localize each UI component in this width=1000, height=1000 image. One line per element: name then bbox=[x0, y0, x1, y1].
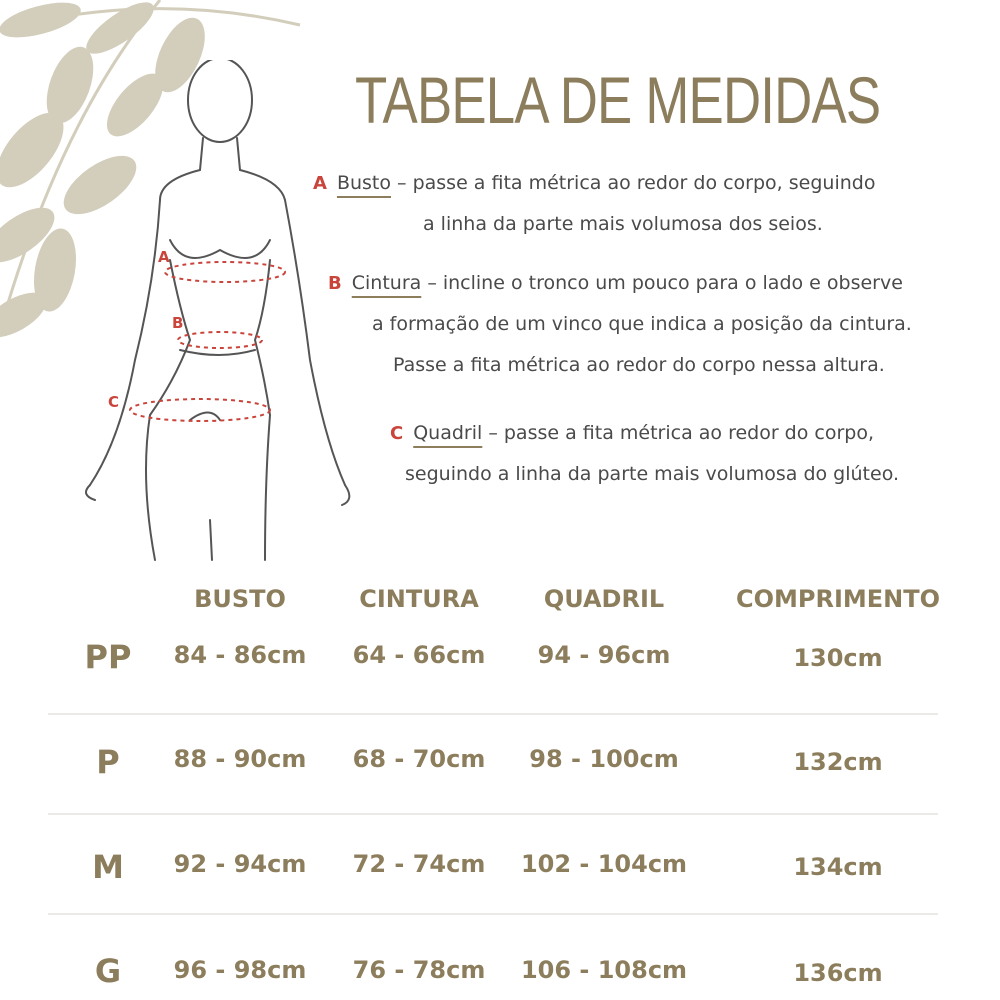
table-cell: 102 - 104cm bbox=[520, 850, 688, 878]
term-busto: Busto bbox=[336, 172, 391, 194]
description-text: a linha da parte mais volumosa dos seios. bbox=[423, 213, 823, 235]
page-title: TABELA DE MEDIDAS bbox=[355, 63, 881, 137]
table-cell: 64 - 66cm bbox=[352, 641, 486, 669]
column-header-comprimento: COMPRIMENTO bbox=[735, 585, 941, 613]
table-cell: 72 - 74cm bbox=[352, 850, 486, 878]
table-cell: 106 - 108cm bbox=[520, 956, 688, 984]
figure-label-a: A bbox=[158, 248, 170, 266]
marker-c: C bbox=[390, 423, 404, 444]
description-text: – passe a fita métrica ao redor do corpo, bbox=[482, 422, 875, 444]
size-label: M bbox=[92, 848, 124, 886]
column-header-busto: BUSTO bbox=[194, 585, 286, 613]
row-divider bbox=[48, 913, 938, 915]
size-label: P bbox=[96, 743, 120, 781]
size-label: G bbox=[94, 952, 122, 990]
row-divider bbox=[48, 713, 938, 715]
marker-b: B bbox=[328, 273, 342, 294]
size-label: PP bbox=[84, 638, 132, 676]
description-text: – incline o tronco um pouco para o lado e observe bbox=[421, 272, 903, 294]
table-cell: 132cm bbox=[793, 748, 883, 776]
table-cell: 92 - 94cm bbox=[173, 850, 307, 878]
table-cell: 94 - 96cm bbox=[537, 641, 671, 669]
marker-a: A bbox=[313, 173, 327, 194]
table-cell: 68 - 70cm bbox=[352, 745, 486, 773]
column-header-quadril: QUADRIL bbox=[543, 585, 665, 613]
column-header-cintura: CINTURA bbox=[359, 585, 479, 613]
term-cintura: Cintura bbox=[351, 272, 422, 294]
description-text: seguindo a linha da parte mais volumosa do glúteo. bbox=[405, 463, 900, 485]
row-divider bbox=[48, 813, 938, 815]
description-busto bbox=[313, 163, 875, 245]
table-cell: 136cm bbox=[793, 959, 883, 987]
table-cell: 98 - 100cm bbox=[529, 745, 679, 773]
description-cintura bbox=[328, 263, 912, 386]
table-cell: 96 - 98cm bbox=[173, 956, 307, 984]
table-cell: 134cm bbox=[793, 853, 883, 881]
table-cell: 76 - 78cm bbox=[352, 956, 486, 984]
description-quadril bbox=[390, 413, 899, 495]
table-cell: 130cm bbox=[793, 644, 883, 672]
figure-label-c: C bbox=[108, 393, 120, 411]
figure-label-b: B bbox=[172, 314, 184, 332]
description-text: – passe a fita métrica ao redor do corpo, seguindo bbox=[391, 172, 876, 194]
description-text: Passe a fita métrica ao redor do corpo nessa altura. bbox=[393, 354, 885, 376]
table-cell: 88 - 90cm bbox=[173, 745, 307, 773]
term-quadril: Quadril bbox=[413, 422, 483, 444]
table-cell: 84 - 86cm bbox=[173, 641, 307, 669]
description-text: a formação de um vinco que indica a posição da cintura. bbox=[372, 313, 912, 335]
